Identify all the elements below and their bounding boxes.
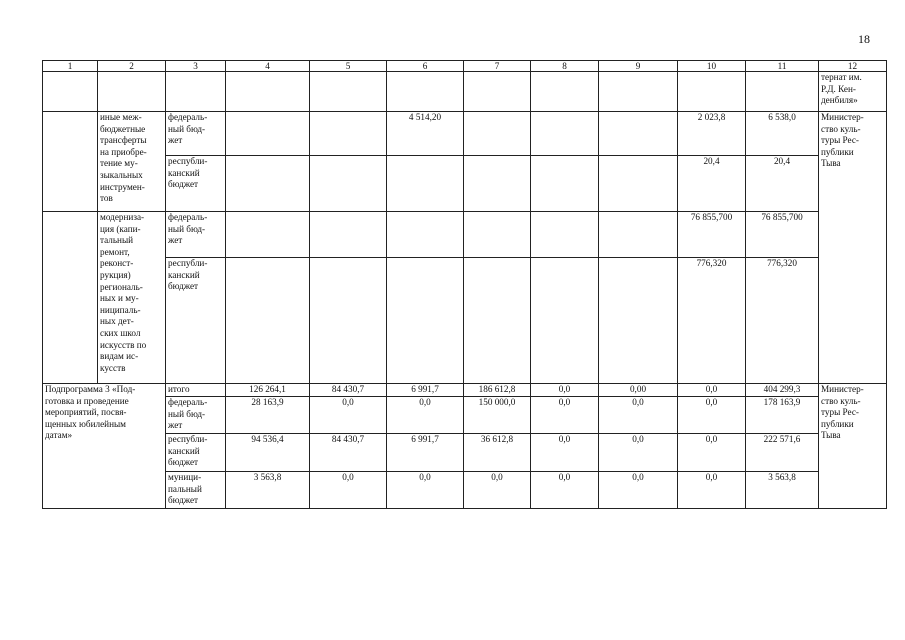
- source-cell: республи- канский бюджет: [166, 258, 226, 384]
- value-cell: 76 855,700: [678, 212, 746, 258]
- value-cell: [599, 112, 678, 156]
- header-cell: 8: [531, 61, 599, 72]
- value-cell: 0,0: [599, 472, 678, 509]
- value-cell: [387, 156, 464, 212]
- value-cell: 0,0: [599, 397, 678, 434]
- value-cell: 0,0: [678, 434, 746, 472]
- table-row: [43, 472, 887, 509]
- value-cell: 0,0: [678, 472, 746, 509]
- value-cell: [226, 258, 310, 384]
- source-cell: итого: [166, 384, 226, 397]
- value-cell: 0,0: [678, 384, 746, 397]
- value-cell: 0,0: [310, 397, 387, 434]
- value-cell: [464, 258, 531, 384]
- value-cell: 0,0: [678, 397, 746, 434]
- value-cell: 222 571,6: [746, 434, 819, 472]
- value-cell: 126 264,1: [226, 384, 310, 397]
- activity-cell: иные меж- бюджетные трансферты на приобре- тение му- зыкальных инструмен- тов: [98, 112, 166, 212]
- value-cell: 0,0: [464, 472, 531, 509]
- table-row: [43, 212, 887, 258]
- value-cell: 4 514,20: [387, 112, 464, 156]
- value-cell: 20,4: [746, 156, 819, 212]
- activity-cell: модерниза- ция (капи- тальный ремонт, реконст- рукция) региональ- ных и му- ниципаль- ных дет- ских школ искусств по видам ис- кусств: [98, 212, 166, 384]
- header-cell: 9: [599, 61, 678, 72]
- header-cell: 4: [226, 61, 310, 72]
- value-cell: 776,320: [678, 258, 746, 384]
- table-row: [43, 397, 887, 434]
- value-cell: 0,0: [310, 472, 387, 509]
- value-cell: [531, 258, 599, 384]
- table-row: [43, 112, 887, 156]
- value-cell: 150 000,0: [464, 397, 531, 434]
- value-cell: 404 299,3: [746, 384, 819, 397]
- header-cell: 7: [464, 61, 531, 72]
- value-cell: 20,4: [678, 156, 746, 212]
- responsible-cell: Министер- ство куль- туры Рес- публики Тыва: [819, 384, 887, 509]
- value-cell: 0,0: [531, 397, 599, 434]
- value-cell: [226, 156, 310, 212]
- source-cell: муници- пальный бюджет: [166, 472, 226, 509]
- value-cell: [599, 258, 678, 384]
- budget-table: [42, 60, 887, 509]
- value-cell: [531, 212, 599, 258]
- value-cell: [599, 212, 678, 258]
- table-row: [43, 72, 887, 112]
- value-cell: 84 430,7: [310, 384, 387, 397]
- value-cell: [310, 156, 387, 212]
- value-cell: [310, 212, 387, 258]
- value-cell: [387, 258, 464, 384]
- header-cell: 11: [746, 61, 819, 72]
- table-row: [43, 156, 887, 212]
- subprogram-title-cell: Подпрограмма 3 «Под- готовка и проведение мероприятий, посвя- щенных юбилейным датам»: [43, 384, 166, 509]
- header-cell: 10: [678, 61, 746, 72]
- value-cell: [464, 156, 531, 212]
- page-number: 18: [858, 32, 870, 46]
- source-cell: республи- канский бюджет: [166, 156, 226, 212]
- table-row: [43, 384, 887, 397]
- value-cell: [599, 156, 678, 212]
- source-cell: республи- канский бюджет: [166, 434, 226, 472]
- value-cell: 0,0: [531, 384, 599, 397]
- value-cell: 0,00: [599, 384, 678, 397]
- value-cell: 178 163,9: [746, 397, 819, 434]
- header-cell: 12: [819, 61, 887, 72]
- value-cell: 3 563,8: [746, 472, 819, 509]
- value-cell: 2 023,8: [678, 112, 746, 156]
- responsible-cell: Министер- ство куль- туры Рес- публики Тыва: [819, 112, 887, 384]
- value-cell: 776,320: [746, 258, 819, 384]
- value-cell: [310, 258, 387, 384]
- value-cell: [464, 212, 531, 258]
- value-cell: 186 612,8: [464, 384, 531, 397]
- header-cell: 1: [43, 61, 98, 72]
- value-cell: [226, 212, 310, 258]
- value-cell: 94 536,4: [226, 434, 310, 472]
- value-cell: 76 855,700: [746, 212, 819, 258]
- header-cell: 2: [98, 61, 166, 72]
- value-cell: 0,0: [531, 434, 599, 472]
- value-cell: 3 563,8: [226, 472, 310, 509]
- continued-institution-cell: тернат им. Р.Д. Кен- денбиля»: [819, 72, 887, 112]
- value-cell: 6 991,7: [387, 434, 464, 472]
- value-cell: 28 163,9: [226, 397, 310, 434]
- value-cell: 6 991,7: [387, 384, 464, 397]
- value-cell: 84 430,7: [310, 434, 387, 472]
- table-row: [43, 434, 887, 472]
- value-cell: 6 538,0: [746, 112, 819, 156]
- source-cell: федераль- ный бюд- жет: [166, 212, 226, 258]
- value-cell: [310, 112, 387, 156]
- value-cell: 0,0: [387, 397, 464, 434]
- value-cell: 0,0: [387, 472, 464, 509]
- header-cell: 6: [387, 61, 464, 72]
- value-cell: 36 612,8: [464, 434, 531, 472]
- value-cell: 0,0: [599, 434, 678, 472]
- header-cell: 3: [166, 61, 226, 72]
- header-cell: 5: [310, 61, 387, 72]
- value-cell: [387, 212, 464, 258]
- table-header-row: [43, 61, 887, 72]
- source-cell: федераль- ный бюд- жет: [166, 112, 226, 156]
- value-cell: [531, 156, 599, 212]
- table-row: [43, 258, 887, 384]
- value-cell: 0,0: [531, 472, 599, 509]
- value-cell: [531, 112, 599, 156]
- value-cell: [464, 112, 531, 156]
- value-cell: [226, 112, 310, 156]
- source-cell: федераль- ный бюд- жет: [166, 397, 226, 434]
